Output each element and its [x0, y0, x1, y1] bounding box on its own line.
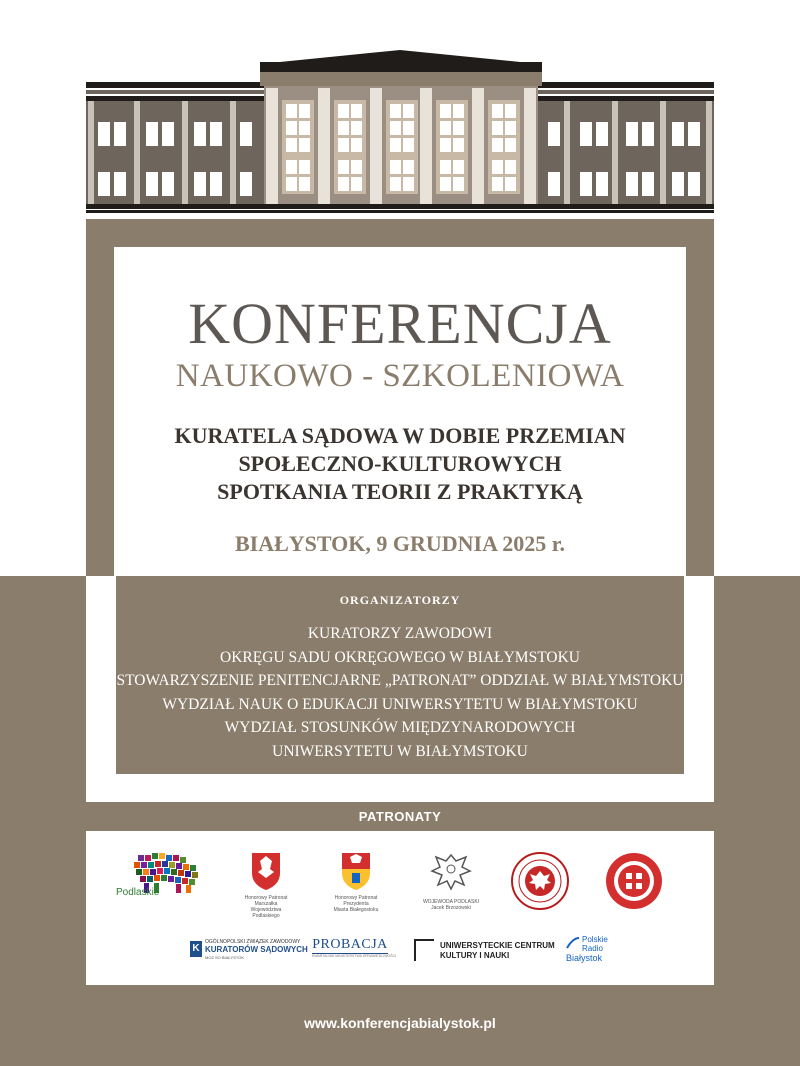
- wojewoda-caption-line: Jacek Brzozowski: [431, 905, 471, 911]
- prezydent-caption-line: Prezydenta: [343, 901, 369, 907]
- conference-title: KONFERENCJA: [188, 291, 612, 356]
- topic-line-2: SPOŁECZNO-KULTUROWYCH: [238, 451, 562, 476]
- probacja-title: PROBACJA: [312, 937, 388, 952]
- marszalek-logo: [242, 851, 290, 919]
- patronages-logo-panel: [86, 831, 714, 985]
- city-coat-of-arms-icon: [332, 851, 380, 891]
- polskie-radio-logo: [566, 935, 630, 967]
- organizer-line: STOWARZYSZENIE PENITENCJARNE „PATRONAT” ODDZIAŁ W BIAŁYMSTOKU: [116, 672, 684, 689]
- organizer-line: WYDZIAŁ STOSUNKÓW MIĘDZYNARODOWYCH: [224, 719, 576, 736]
- topic-line-3: SPOTKANIA TEORII Z PRAKTYKĄ: [217, 479, 583, 504]
- radio-line-3: Białystok: [566, 953, 603, 963]
- building-illustration: [0, 0, 800, 220]
- organizer-line: UNIWERSYTETU W BIAŁYMSTOKU: [272, 742, 528, 760]
- curator-ring-icon: [604, 851, 664, 911]
- marszalek-caption: [242, 895, 290, 919]
- panel-border-bottom: [86, 774, 714, 802]
- conference-date: BIAŁYSTOK, 9 GRUDNIA 2025 r.: [234, 531, 566, 556]
- curator-society-logo: [604, 851, 664, 911]
- kuratorzy-union-logo: [190, 939, 308, 963]
- uckin-line-1: UNIWERSYTECKIE CENTRUM: [440, 941, 555, 950]
- panel-border-right: [684, 576, 714, 802]
- podlaskie-logo: [116, 851, 208, 901]
- topic-line-1: KURATELA SĄDOWA W DOBIE PRZEMIAN: [174, 423, 626, 448]
- kuratorzy-k-icon: K: [190, 941, 202, 957]
- conference-topic: [114, 422, 686, 506]
- radio-wave-icon: [566, 937, 580, 949]
- panel-border-left: [86, 576, 116, 802]
- prezydent-logo: [332, 851, 380, 913]
- marszalek-caption-line: Województwa Podlaskiego: [250, 907, 282, 919]
- voivodeship-coat-of-arms-icon: [242, 851, 290, 891]
- wojewoda-logo: [422, 851, 480, 913]
- wojewoda-caption-line: WOJEWODA PODLASKI: [422, 899, 480, 905]
- radio-line-1: Polskie: [582, 935, 608, 944]
- organizer-line: WYDZIAŁ NAUK O EDUKACJI UNIWERSYTETU W BIAŁYMSTOKU: [162, 695, 638, 713]
- prezydent-caption: [332, 895, 380, 913]
- probacja-logo: [312, 937, 397, 963]
- probacja-subtitle: KWARTALNIK MINISTERSTWA SPRAWIEDLIWOŚCI: [312, 954, 397, 958]
- kuratorzy-line-1: OGÓLNOPOLSKI ZWIĄZEK ZAWODOWY: [205, 939, 301, 945]
- uckin-line-2: KULTURY I NAUKI: [440, 951, 510, 960]
- uckin-mark-icon: [414, 939, 434, 961]
- kuratorzy-line-2: KURATORÓW SĄDOWYCH: [205, 945, 308, 954]
- marszalek-caption-line: Marszałka: [254, 901, 278, 907]
- organizer-line: OKRĘGU SADU OKRĘGOWEGO W BIAŁYMSTOKU: [220, 648, 580, 666]
- podlaskie-label: Podlaskie: [116, 887, 160, 898]
- organizers-heading: ORGANIZATORZY: [339, 593, 461, 607]
- conference-subtitle: NAUKOWO - SZKOLENIOWA: [175, 358, 625, 394]
- organizers-list: [116, 622, 684, 763]
- university-seal-logo: [510, 851, 570, 911]
- wojewoda-caption: [422, 899, 480, 911]
- prezydent-caption-line: Miasta Białegostoku: [333, 907, 379, 913]
- website-link[interactable]: www.konferencjabialystok.pl: [304, 1015, 496, 1031]
- radio-line-2: Radio: [582, 944, 603, 953]
- eagle-emblem-icon: [422, 851, 480, 895]
- university-seal-icon: [510, 851, 570, 911]
- patronages-heading: PATRONATY: [358, 809, 442, 824]
- prezydent-caption-line: Honorowy Patronat: [334, 895, 378, 901]
- organizer-line: KURATORZY ZAWODOWI: [307, 625, 493, 642]
- uckin-logo: [414, 937, 554, 965]
- marszalek-caption-line: Honorowy Patronat: [244, 895, 288, 901]
- organizers-box: [116, 576, 684, 774]
- kuratorzy-line-3: MOZ SO BIAŁYSTOK: [205, 955, 245, 960]
